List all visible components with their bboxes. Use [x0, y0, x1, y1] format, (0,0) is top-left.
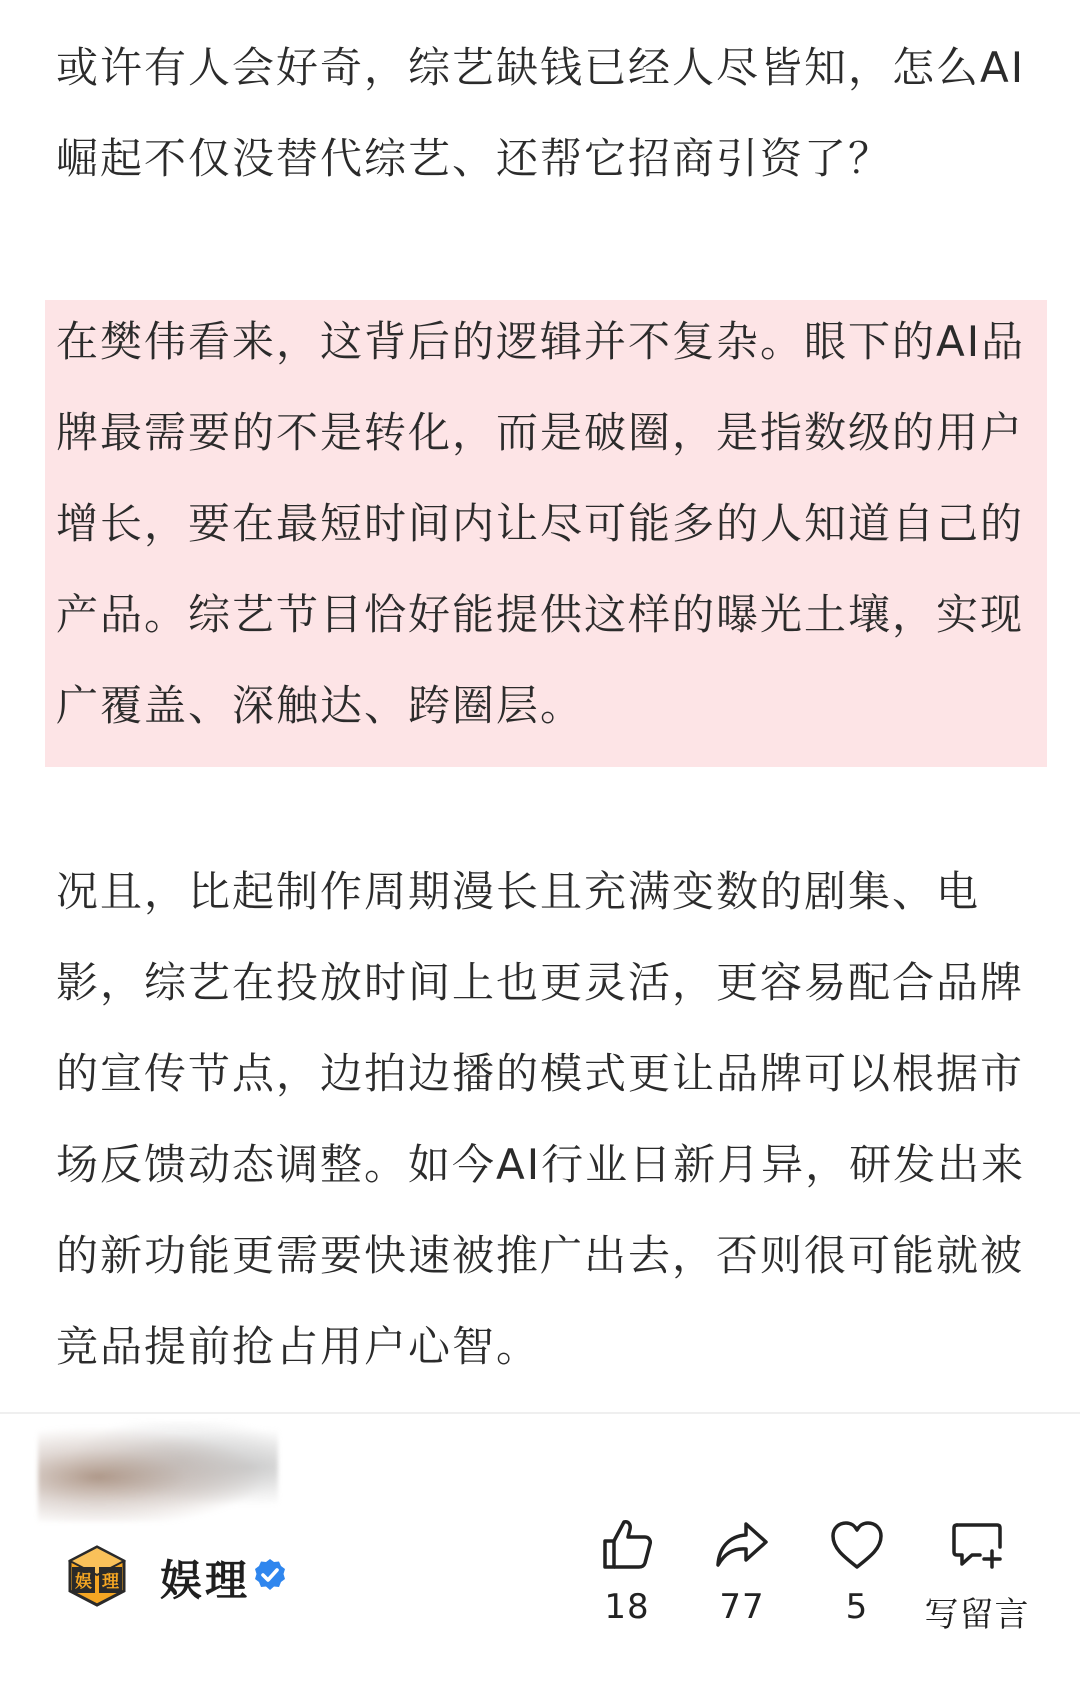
svg-text:娱: 娱	[75, 1572, 92, 1592]
share-arrow-icon	[712, 1515, 772, 1575]
write-comment-button[interactable]	[917, 1515, 1037, 1636]
favorite-count: 5	[845, 1587, 869, 1627]
footer-divider	[0, 1412, 1080, 1414]
share-count: 77	[719, 1587, 765, 1627]
heart-icon	[827, 1515, 887, 1575]
svg-text:理: 理	[102, 1572, 119, 1592]
blurred-image-area	[38, 1422, 278, 1522]
thumbs-up-icon	[597, 1515, 657, 1575]
favorite-button[interactable]	[802, 1515, 912, 1627]
like-count: 18	[604, 1587, 650, 1627]
share-button[interactable]	[687, 1515, 797, 1627]
article-paragraph-intro: 或许有人会好奇，综艺缺钱已经人尽皆知，怎么AI崛起不仅没替代综艺、还帮它招商引资了？	[56, 43, 1026, 183]
like-button[interactable]	[572, 1515, 682, 1627]
account-name[interactable]: 娱理	[160, 1556, 251, 1605]
article-paragraph-highlighted: 在樊伟看来，这背后的逻辑并不复杂。眼下的AI品牌最需要的不是转化，而是破圈，是指数级的用户增长，要在最短时间内让尽可能多的人知道自己的产品。综艺节目恰好能提供这样的曝光土壤，实现广覆盖、深触达、跨圈层。	[56, 317, 1026, 730]
verified-badge-icon	[252, 1557, 288, 1593]
article-paragraph-body: 况且，比起制作周期漫长且充满变数的剧集、电影，综艺在投放时间上也更灵活，更容易配合品牌的宣传节点，边拍边播的模式更让品牌可以根据市场反馈动态调整。如今AI行业日新月异，研发出来的新功能更需要快速被推广出去，否则很可能就被竞品提前抢占用户心智。	[56, 867, 1026, 1371]
write-comment-label: 写留言	[924, 1595, 1030, 1635]
comment-add-icon	[947, 1515, 1007, 1575]
account-logo-icon[interactable]	[66, 1545, 128, 1607]
